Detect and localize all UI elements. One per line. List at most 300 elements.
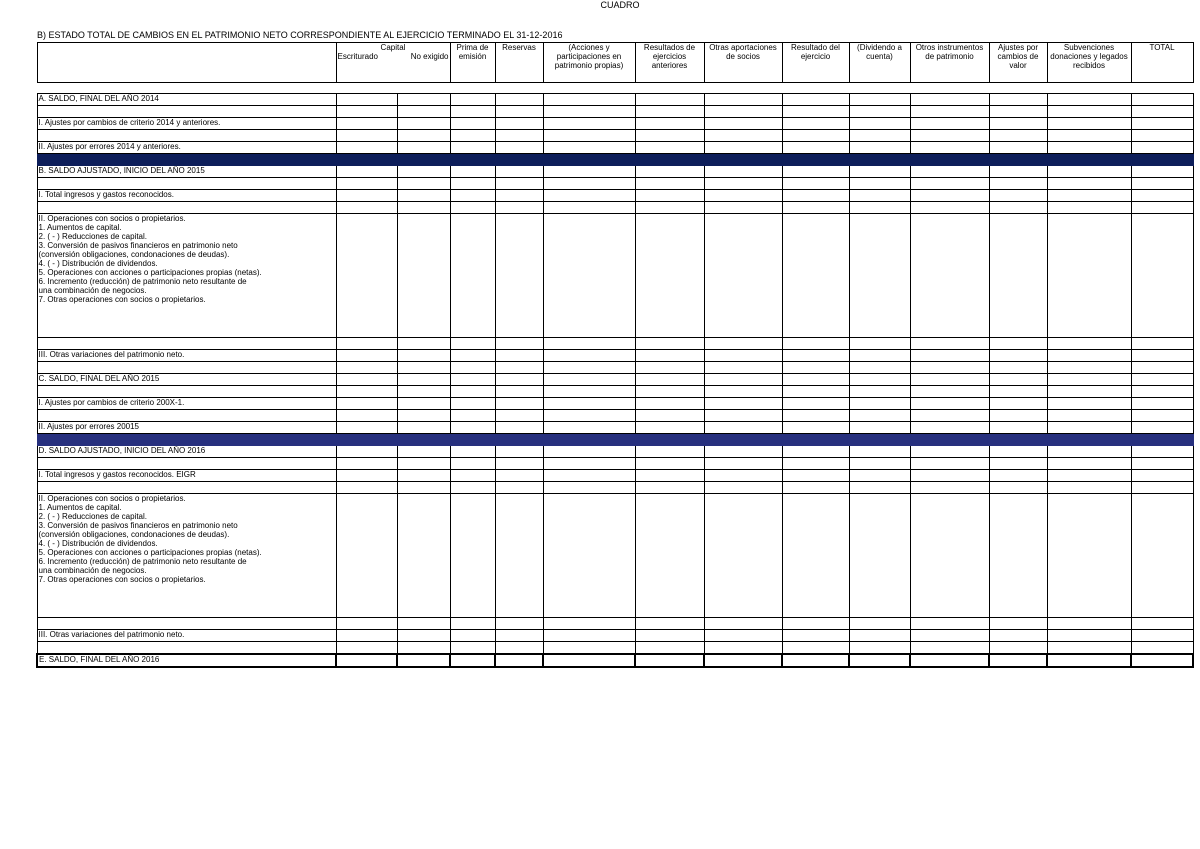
value-cell [543,630,635,642]
list-item: 1. Aumentos de capital. [38,223,122,232]
value-cell [989,642,1047,654]
value-cell [543,338,635,350]
value-cell [397,94,450,106]
value-cell [336,630,397,642]
value-cell [849,422,910,434]
value-cell [782,190,849,202]
value-cell [910,178,989,190]
value-cell [989,118,1047,130]
value-cell [910,422,989,434]
value-cell [635,202,704,214]
value-cell [910,410,989,422]
value-cell [336,178,397,190]
value-cell [849,166,910,178]
value-cell [336,350,397,362]
value-cell [704,482,782,494]
value-cell [450,166,495,178]
list-item: II. Operaciones con socios o propietarios. [38,214,186,223]
spacer-row [37,482,1193,494]
spacer-row [37,362,1193,374]
header-ajustes-valor: Ajustes por cambios de valor [989,43,1047,83]
row-label: I. Total ingresos y gastos reconocidos. EIGR [37,470,336,482]
value-cell [849,202,910,214]
row-d-i [37,470,1193,482]
row-b [37,166,1193,178]
value-cell [782,142,849,154]
value-cell [849,350,910,362]
value-cell [1047,630,1131,642]
value-cell [782,470,849,482]
value-cell [910,398,989,410]
value-cell [910,94,989,106]
value-cell [635,94,704,106]
value-cell [910,190,989,202]
value-cell [704,362,782,374]
value-cell [849,190,910,202]
value-cell [397,118,450,130]
value-cell [397,458,450,470]
value-cell [704,202,782,214]
value-cell [450,386,495,398]
value-cell [543,470,635,482]
header-dividendo: (Dividendo a cuenta) [849,43,910,83]
row-label: I. Ajustes por cambios de criterio 2014 y anteriores. [37,118,336,130]
value-cell [397,374,450,386]
value-cell [450,202,495,214]
value-cell [635,178,704,190]
spacer-row [37,410,1193,422]
value-cell [849,386,910,398]
row-label: I. Total ingresos y gastos reconocidos. [37,190,336,202]
value-cell [635,470,704,482]
value-cell [450,446,495,458]
value-cell [450,642,495,654]
value-cell [782,166,849,178]
value-cell [336,202,397,214]
value-cell [37,338,336,350]
value-cell [1047,202,1131,214]
value-cell [989,410,1047,422]
value-cell [1131,190,1193,202]
value-cell [704,350,782,362]
value-cell [782,410,849,422]
value-cell [849,178,910,190]
value-cell [1047,178,1131,190]
value-cell [635,654,704,667]
value-cell [336,654,397,667]
value-cell [450,350,495,362]
value-cell [1047,398,1131,410]
row-d-iii [37,630,1193,642]
value-cell [450,618,495,630]
value-cell [704,190,782,202]
list-item: 7. Otras operaciones con socios o propietarios. [38,575,206,584]
value-cell [635,350,704,362]
value-cell [1047,642,1131,654]
value-cell [1047,446,1131,458]
value-cell [543,446,635,458]
header-reservas: Reservas [495,43,543,83]
value-cell [910,386,989,398]
list-item: 6. Incremento (reducción) de patrimonio neto resultante de [38,277,247,286]
list-item: 3. Conversión de pasivos financieros en patrimonio neto [38,241,238,250]
value-cell [989,362,1047,374]
list-item: 1. Aumentos de capital. [38,503,122,512]
value-cell [989,618,1047,630]
spacer-row [37,202,1193,214]
value-cell [1047,94,1131,106]
value-cell [397,630,450,642]
value-cell [849,630,910,642]
value-cell [1047,422,1131,434]
value-cell [397,338,450,350]
value-cell [782,202,849,214]
value-cell [450,374,495,386]
value-cell [782,482,849,494]
value-cell [397,130,450,142]
value-cell [1131,362,1193,374]
value-cell [635,118,704,130]
row-a-ii [37,142,1193,154]
value-cell [849,470,910,482]
value-cell [336,106,397,118]
value-cell [1047,386,1131,398]
value-cell [37,386,336,398]
value-cell [989,202,1047,214]
value-cell [495,470,543,482]
value-cell [397,422,450,434]
value-cell [910,142,989,154]
value-cell [849,446,910,458]
value-cell [849,410,910,422]
value-cell [450,482,495,494]
value-cell [450,130,495,142]
spacer-row [37,130,1193,142]
list-item: 5. Operaciones con acciones o participaciones propias (netas). [38,268,262,277]
value-cell [849,118,910,130]
value-cell [495,398,543,410]
value-cell [1131,106,1193,118]
value-cell [910,642,989,654]
value-cell [989,458,1047,470]
value-cell [635,458,704,470]
value-cell [397,618,450,630]
list-item: 4. ( - ) Distribución de dividendos. [38,259,158,268]
value-cell [704,618,782,630]
value-cell [704,398,782,410]
value-cell [397,106,450,118]
value-cell [397,398,450,410]
value-cell [397,386,450,398]
value-cell [1047,166,1131,178]
value-cell [849,654,910,667]
value-cell [782,362,849,374]
value-cell [336,618,397,630]
value-cell [704,410,782,422]
value-cell [910,130,989,142]
value-cell [336,398,397,410]
value-cell [989,482,1047,494]
value-cell [1047,458,1131,470]
list-item: 2. ( - ) Reducciones de capital. [38,512,147,521]
header-capital-label: Capital [380,43,406,52]
value-cell [1131,482,1193,494]
value-cell [1131,350,1193,362]
value-cell [910,458,989,470]
value-cell [782,106,849,118]
row-b-i [37,190,1193,202]
value-cell [635,386,704,398]
value-cell [635,482,704,494]
value-cell [397,166,450,178]
value-cell [495,166,543,178]
list-item: II. Operaciones con socios o propietarios. [38,494,186,503]
spacer-row [37,458,1193,470]
value-cell [782,618,849,630]
value-cell [397,446,450,458]
value-cell [1131,118,1193,130]
value-cell [910,482,989,494]
value-cell [543,142,635,154]
header-acciones: (Acciones y participaciones en patrimonio propias) [543,43,635,83]
value-cell [495,482,543,494]
value-cell [543,362,635,374]
value-cell [704,642,782,654]
row-label: C. SALDO, FINAL DEL AÑO 2015 [37,374,336,386]
value-cell [635,374,704,386]
value-cell [849,94,910,106]
value-cell [1047,410,1131,422]
value-cell [37,642,336,654]
value-cell [1131,178,1193,190]
value-cell [910,106,989,118]
value-cell [336,482,397,494]
value-cell [543,118,635,130]
value-cell [1131,386,1193,398]
value-cell [397,642,450,654]
value-cell [782,374,849,386]
value-cell [495,338,543,350]
value-cell [704,446,782,458]
value-cell [495,142,543,154]
document-title: CUADRO [600,0,640,10]
value-cell [495,446,543,458]
value-cell [849,374,910,386]
row-label: III. Otras variaciones del patrimonio neto. [37,630,336,642]
value-cell [704,130,782,142]
value-cell [704,118,782,130]
row-label: I. Ajustes por cambios de criterio 200X-1. [37,398,336,410]
value-cell [704,470,782,482]
value-cell [989,94,1047,106]
header-resultados-anteriores: Resultados de ejercicios anteriores [635,43,704,83]
value-cell [910,470,989,482]
row-label: B. SALDO AJUSTADO, INICIO DEL AÑO 2015 [37,166,336,178]
value-cell [782,630,849,642]
value-cell [397,470,450,482]
list-item: 7. Otras operaciones con socios o propietarios. [38,295,206,304]
spacer-row [37,338,1193,350]
value-cell [495,630,543,642]
value-cell [397,362,450,374]
value-cell [1131,470,1193,482]
value-cell [37,458,336,470]
value-cell [543,618,635,630]
value-cell [397,202,450,214]
value-cell [37,178,336,190]
value-cell [336,386,397,398]
value-cell [989,374,1047,386]
value-cell [635,642,704,654]
row-a-i [37,118,1193,130]
value-cell [849,618,910,630]
list-item: 5. Operaciones con acciones o participaciones propias (netas). [38,548,262,557]
list-item: 6. Incremento (reducción) de patrimonio neto resultante de [38,557,247,566]
value-cell [495,94,543,106]
value-cell [450,458,495,470]
row-b-operaciones [37,214,1193,338]
value-cell [397,410,450,422]
value-cell [543,106,635,118]
list-item: una combinación de negocios. [38,286,147,295]
value-cell [704,166,782,178]
value-cell [782,118,849,130]
value-cell [336,142,397,154]
value-cell [495,362,543,374]
value-cell [704,178,782,190]
value-cell [495,130,543,142]
value-cell [543,130,635,142]
value-cell [543,482,635,494]
value-cell [336,410,397,422]
value-cell [495,118,543,130]
value-cell [910,446,989,458]
value-cell [1131,654,1193,667]
operaciones-list [37,494,336,618]
value-cell [782,446,849,458]
value-cell [635,142,704,154]
value-cell [1131,94,1193,106]
header-capital-subcols [338,52,449,61]
value-cell [495,202,543,214]
row-label: A. SALDO, FINAL DEL AÑO 2014 [37,94,336,106]
value-cell [1131,618,1193,630]
value-cell [1047,482,1131,494]
value-cell [450,630,495,642]
value-cell [1047,338,1131,350]
value-cell [1131,202,1193,214]
spacer-row [37,83,1193,94]
value-cell [543,190,635,202]
value-cell [989,190,1047,202]
value-cell [495,458,543,470]
value-cell [1131,630,1193,642]
value-cell [495,386,543,398]
value-cell [1047,130,1131,142]
value-cell [450,398,495,410]
value-cell [450,470,495,482]
value-cell [989,386,1047,398]
value-cell [495,350,543,362]
list-item: una combinación de negocios. [38,566,147,575]
value-cell [1047,470,1131,482]
value-cell [849,106,910,118]
value-cell [989,106,1047,118]
value-cell [543,410,635,422]
value-cell [635,398,704,410]
header-resultado-ejercicio: Resultado del ejercicio [782,43,849,83]
value-cell [704,374,782,386]
value-cell [704,630,782,642]
value-cell [910,166,989,178]
value-cell [37,410,336,422]
value-cell [336,446,397,458]
value-cell [910,618,989,630]
value-cell [989,142,1047,154]
value-cell [450,362,495,374]
value-cell [782,458,849,470]
value-cell [704,142,782,154]
value-cell [989,470,1047,482]
value-cell [635,130,704,142]
value-cell [782,94,849,106]
value-cell [849,142,910,154]
value-cell [1047,190,1131,202]
value-cell [1131,130,1193,142]
value-cell [989,130,1047,142]
value-cell [336,374,397,386]
value-cell [704,338,782,350]
value-cell [704,654,782,667]
value-cell [989,654,1047,667]
header-total: TOTAL [1131,43,1193,83]
list-item: 3. Conversión de pasivos financieros en patrimonio neto [38,521,238,530]
value-cell [543,458,635,470]
value-cell [782,654,849,667]
operaciones-list [37,214,336,338]
value-cell [336,166,397,178]
value-cell [1131,338,1193,350]
row-e [37,654,1193,667]
value-cell [336,94,397,106]
value-cell [910,338,989,350]
patrimonio-table [36,42,1194,668]
value-cell [635,410,704,422]
value-cell [704,422,782,434]
spacer-row [37,106,1193,118]
value-cell [849,642,910,654]
list-item: (conversión obligaciones, condonaciones de deudas). [38,250,230,259]
value-cell [543,642,635,654]
value-cell [910,350,989,362]
value-cell [37,362,336,374]
value-cell [1131,422,1193,434]
value-cell [989,630,1047,642]
value-cell [450,142,495,154]
value-cell [1047,142,1131,154]
value-cell [849,482,910,494]
value-cell [635,190,704,202]
value-cell [450,190,495,202]
value-cell [635,618,704,630]
row-label: III. Otras variaciones del patrimonio neto. [37,350,336,362]
list-item: 4. ( - ) Distribución de dividendos. [38,539,158,548]
value-cell [336,190,397,202]
value-cell [450,654,495,667]
document-subtitle: B) ESTADO TOTAL DE CAMBIOS EN EL PATRIMONIO NETO CORRESPONDIENTE AL EJERCICIO TERMINADO EL 31-12-2016 [37,30,563,40]
value-cell [336,118,397,130]
row-label: II. Ajustes por errores 20015 [37,422,336,434]
